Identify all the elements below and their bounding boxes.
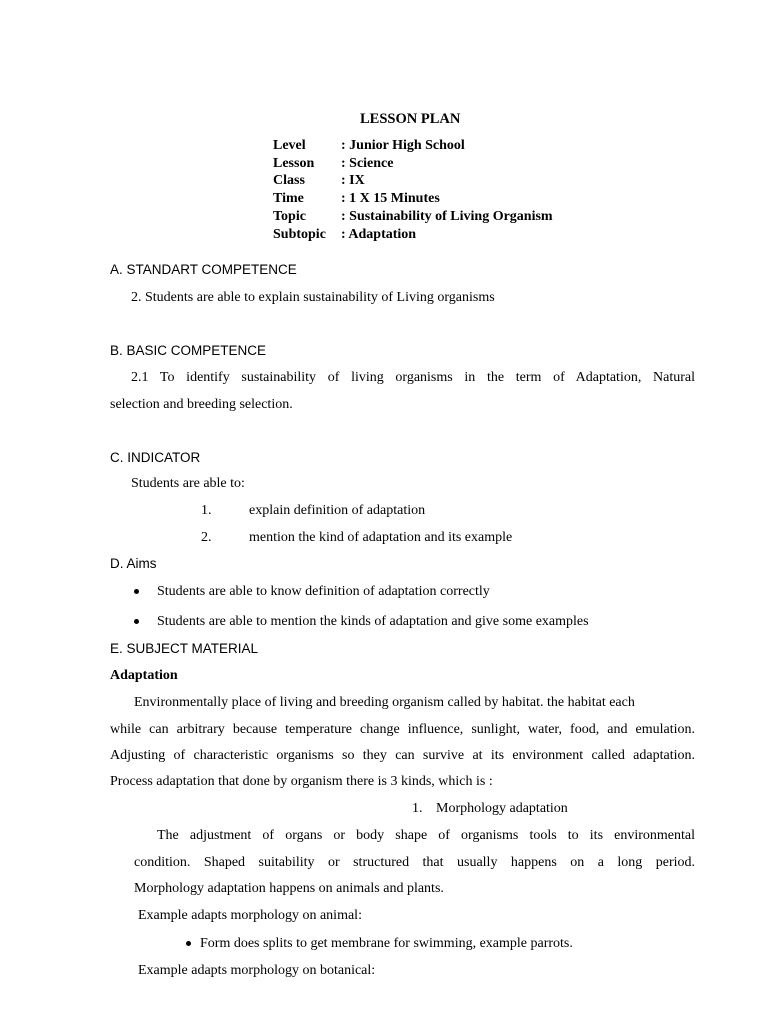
section-b-line-2: selection and breeding selection. — [110, 397, 293, 412]
paragraph-line-1: Environmentally place of living and breeding organism called by habitat. the habitat each — [134, 695, 635, 710]
meta-label-subtopic: Subtopic — [273, 227, 326, 242]
section-c-heading: C. INDICATOR — [110, 450, 201, 465]
indicator-text-1: explain definition of adaptation — [249, 503, 426, 518]
section-e-heading: E. SUBJECT MATERIAL — [110, 641, 259, 656]
meta-value-subtopic: : Adaptation — [341, 227, 417, 242]
section-b-heading: B. BASIC COMPETENCE — [110, 343, 267, 358]
page-title: LESSON PLAN — [360, 111, 461, 127]
meta-label-topic: Topic — [273, 209, 306, 224]
bullet-icon — [186, 941, 191, 946]
meta-value-topic: : Sustainability of Living Organism — [341, 209, 553, 224]
bullet-icon — [134, 589, 139, 594]
paragraph-line-3: Adjusting of characteristic organisms so they can survive at its environment called adaptation. — [110, 748, 695, 763]
meta-label-lesson: Lesson — [273, 156, 315, 171]
example-animal-label: Example adapts morphology on animal: — [138, 908, 362, 923]
meta-label-class: Class — [273, 173, 305, 188]
adaptation-list-title: Morphology adaptation — [436, 801, 568, 816]
meta-label-level: Level — [273, 138, 306, 153]
example-plant-label: Example adapts morphology on botanical: — [138, 963, 376, 978]
animal-example-item: Form does splits to get membrane for swimming, example parrots. — [200, 936, 573, 951]
section-d-heading: D. Aims — [110, 556, 157, 571]
meta-value-time: : 1 X 15 Minutes — [341, 191, 440, 206]
indicator-number-2: 2. — [201, 530, 212, 545]
section-b-line-1: 2.1 To identify sustainability of living organisms in the term of Adaptation, Natural — [131, 370, 695, 385]
adaptation-list-number: 1. — [412, 801, 423, 816]
aim-item-2: Students are able to mention the kinds of adaptation and give some examples — [157, 614, 589, 629]
meta-value-class: : IX — [341, 173, 365, 188]
section-a-heading: A. STANDART COMPETENCE — [110, 262, 297, 277]
indicator-number-1: 1. — [201, 503, 212, 518]
bullet-icon — [134, 619, 139, 624]
morphology-line-2: condition. Shaped suitability or structured that usually happens on a long period. — [134, 855, 695, 870]
meta-value-lesson: : Science — [341, 156, 394, 171]
indicator-text-2: mention the kind of adaptation and its example — [249, 530, 513, 545]
meta-label-time: Time — [273, 191, 304, 206]
morphology-line-1: The adjustment of organs or body shape of organisms tools to its environmental — [157, 828, 695, 843]
section-a-item: 2. Students are able to explain sustainability of Living organisms — [131, 290, 495, 305]
aim-item-1: Students are able to know definition of adaptation correctly — [157, 584, 490, 599]
paragraph-line-2: while can arbitrary because temperature change influence, sunlight, water, food, and emulation. — [110, 722, 695, 737]
subject-subheading: Adaptation — [110, 668, 178, 683]
section-c-intro: Students are able to: — [131, 476, 245, 491]
morphology-line-3: Morphology adaptation happens on animals and plants. — [134, 881, 444, 896]
paragraph-line-4: Process adaptation that done by organism there is 3 kinds, which is : — [110, 774, 493, 789]
meta-value-level: : Junior High School — [341, 138, 465, 153]
